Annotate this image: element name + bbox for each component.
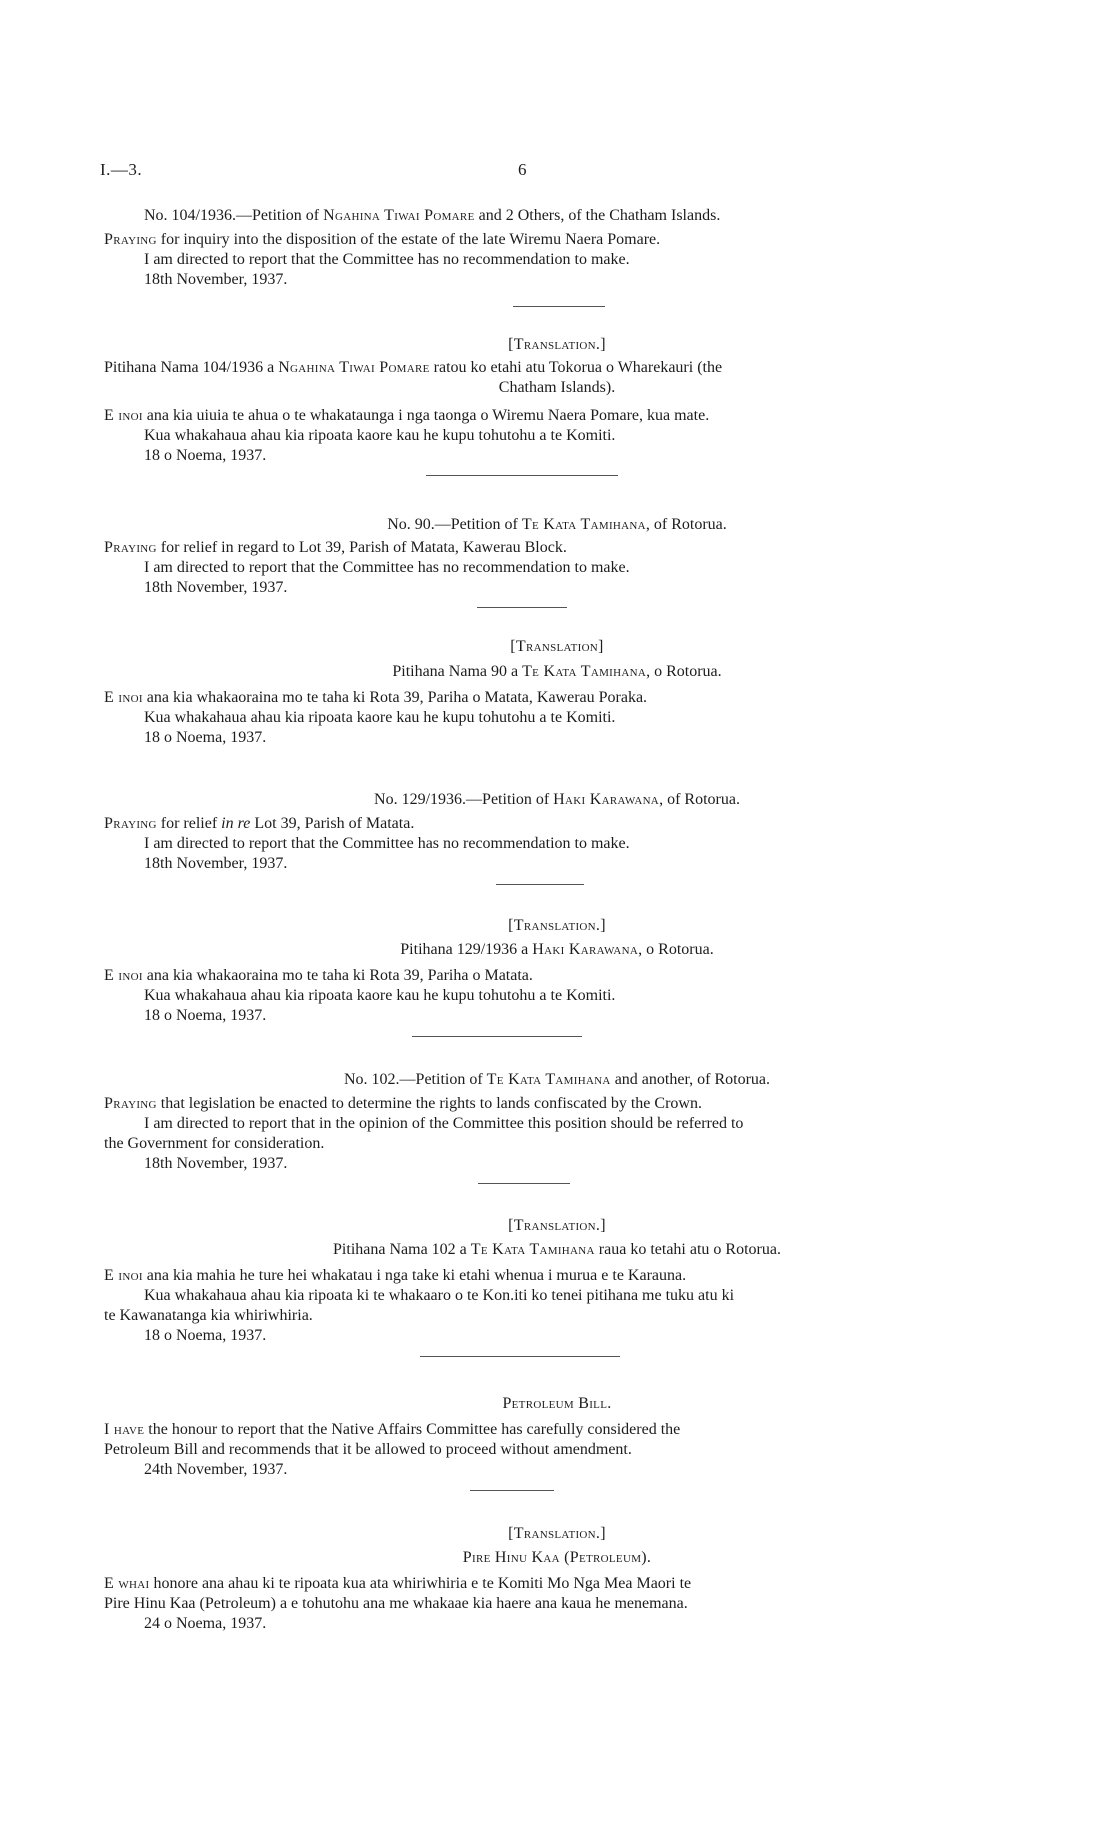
separator-rule [470,1490,554,1491]
translation-prayer: E inoi ana kia whakaoraina mo te taha ki Rota 39, Pariha o Matata, Kawerau Poraka. [104,689,648,706]
translation-date: 24 o Noema, 1937. [144,1615,267,1632]
bill-date: 24th November, 1937. [144,1461,288,1478]
petition-prayer: Praying for inquiry into the disposition of the estate of the late Wiremu Naera Pomare. [104,231,661,248]
translation-label: [Translation.] [508,336,606,353]
translation-heading: Pitihana Nama 102 a Te Kata Tamihana raua ko tetahi atu o Rotorua. [333,1241,781,1258]
separator-rule [513,306,605,307]
separator-rule [478,1183,570,1184]
petition-report-continued: the Government for consideration. [104,1135,325,1152]
translation-date: 18 o Noema, 1937. [144,1327,267,1344]
translation-heading: Pitihana 129/1936 a Haki Karawana, o Rotorua. [400,941,714,958]
translation-prayer: E inoi ana kia whakaoraina mo te taha ki Rota 39, Pariha o Matata. [104,967,533,984]
bill-report-continued: Petroleum Bill and recommends that it be allowed to proceed without amendment. [104,1441,632,1458]
translation-report: Kua whakahaua ahau kia ripoata kaore kau he kupu tohutohu a te Komiti. [144,427,616,444]
translation-label: [Translation.] [508,917,606,934]
petition-report: I am directed to report that the Committee has no recommendation to make. [144,559,630,576]
separator-rule [426,475,618,476]
petition-report: I am directed to report that the Committee has no recommendation to make. [144,835,630,852]
petition-heading: No. 104/1936.—Petition of Ngahina Tiwai Pomare and 2 Others, of the Chatham Islands. [144,207,721,224]
translation-report-continued: Pire Hinu Kaa (Petroleum) a e tohutohu ana me whakaae kia haere ana kaua he menemana. [104,1595,688,1612]
translation-report-continued: te Kawanatanga kia whiriwhiria. [104,1307,313,1324]
petition-prayer: Praying that legislation be enacted to determine the rights to lands confiscated by the Crown. [104,1095,702,1112]
page-number: 6 [518,160,527,179]
petition-date: 18th November, 1937. [144,1155,288,1172]
separator-rule [412,1036,582,1037]
translation-label: [Translation] [510,638,604,655]
translation-heading: Pire Hinu Kaa (Petroleum). [462,1549,652,1566]
petition-report: I am directed to report that the Committee has no recommendation to make. [144,251,630,268]
petition-prayer: Praying for relief in re Lot 39, Parish of Matata. [104,815,415,832]
translation-report: Kua whakahaua ahau kia ripoata kaore kau he kupu tohutohu a te Komiti. [144,709,616,726]
translation-label: [Translation.] [508,1217,606,1234]
translation-report: Kua whakahaua ahau kia ripoata kaore kau he kupu tohutohu a te Komiti. [144,987,616,1004]
separator-rule [496,884,584,885]
separator-rule [420,1356,620,1357]
translation-heading: Pitihana Nama 90 a Te Kata Tamihana, o Rotorua. [392,663,722,680]
translation-prayer: E inoi ana kia mahia he ture hei whakatau i nga take ki etahi whenua i murua e te Karauna. [104,1267,687,1284]
translation-date: 18 o Noema, 1937. [144,447,267,464]
petition-heading: No. 90.—Petition of Te Kata Tamihana, of Rotorua. [387,516,727,533]
petition-date: 18th November, 1937. [144,855,288,872]
petition-report: I am directed to report that in the opinion of the Committee this position should be referred to [144,1115,744,1132]
translation-heading: Pitihana Nama 104/1936 a Ngahina Tiwai Pomare ratou ko etahi atu Tokorua o Wharekauri (the [104,359,723,376]
bill-report: I have the honour to report that the Native Affairs Committee has carefully considered the [104,1421,681,1438]
petition-date: 18th November, 1937. [144,271,288,288]
petition-date: 18th November, 1937. [144,579,288,596]
translation-date: 18 o Noema, 1937. [144,729,267,746]
translation-prayer: E inoi ana kia uiuia te ahua o te whakataunga i nga taonga o Wiremu Naera Pomare, kua mate. [104,407,710,424]
petition-prayer: Praying for relief in regard to Lot 39, Parish of Matata, Kawerau Block. [104,539,567,556]
separator-rule [477,607,567,608]
translation-heading-continued: Chatham Islands). [498,379,616,396]
petition-heading: No. 129/1936.—Petition of Haki Karawana, of Rotorua. [374,791,740,808]
petition-heading: No. 102.—Petition of Te Kata Tamihana and another, of Rotorua. [344,1071,770,1088]
translation-report: Kua whakahaua ahau kia ripoata ki te whakaaro o te Kon.iti ko tenei pitihana me tuku atu ki [144,1287,735,1304]
translation-label: [Translation.] [508,1525,606,1542]
translation-date: 18 o Noema, 1937. [144,1007,267,1024]
translation-report: E whai honore ana ahau ki te ripoata kua ata whiriwhiria e te Komiti Mo Nga Mea Maori te [104,1575,692,1592]
bill-heading: Petroleum Bill. [502,1395,612,1412]
paper-reference: I.—3. [100,160,143,179]
